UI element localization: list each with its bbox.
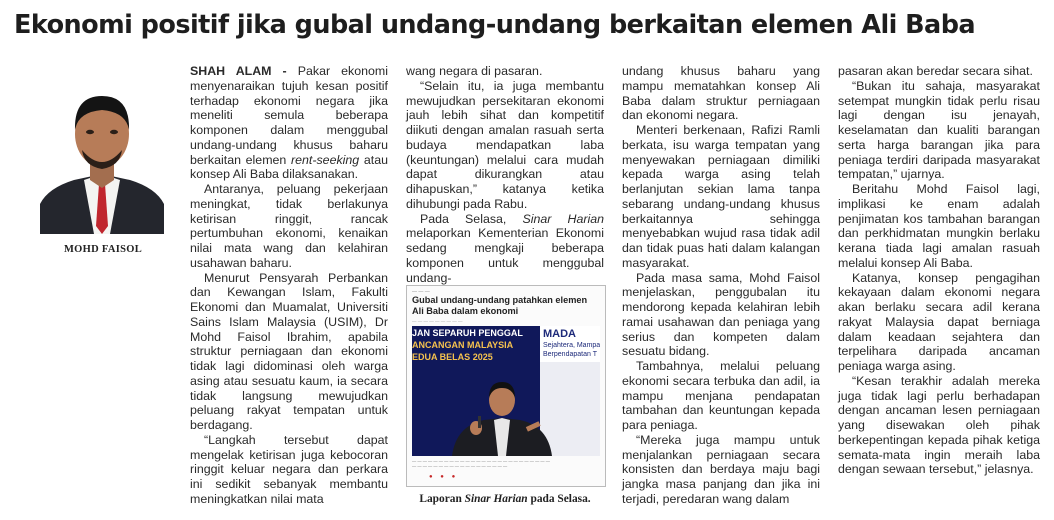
madani-logo: MADA [543,328,576,340]
portrait-caption: MOHD FAISOL [63,244,143,255]
paragraph: “Kesan terakhir adalah mereka juga tidak lagi perlu berhadapan dengan ancaman lesen perniagaan yang disewakan oleh pihak berkepentingan kepada pihak ketiga semata-mata ingin meraih laba dengan sewaan tersebut,” jelasnya. [838,373,1040,477]
speaker-illustration [442,374,562,456]
paragraph: “Bukan itu sahaja, masyarakat setempat mungkin tidak perlu risau lagi dengan isu jenayah, keselamatan dan kualiti barangan serta harga barangan jika para peniaga terdiri daripada masyarakat tempatan,” ujarnya. [838,78,1040,182]
dateline: SHAH ALAM - [190,64,287,78]
report-clipping [406,285,606,487]
article-column-1 [190,64,388,507]
paragraph: Pada masa sama, Mohd Faisol menjelaskan, penggubalan itu mendorong kepada kelahiran lebih ramai usahawan dan peniaga yang serius dan kompeten dalam sesuatu bidang. [622,270,820,359]
article-column-4 [838,64,1040,477]
italic-term: Sinar Harian [464,493,528,505]
text-span: Laporan [419,493,465,505]
text-span: atau konsep Ali Baba dilaksanakan. [190,152,388,182]
text-span: pada Selasa. [527,493,591,505]
article-column-3 [622,64,820,507]
madani-banner [540,326,600,362]
paragraph: Beritahu Mohd Faisol lagi, implikasi ke enam adalah penjimatan kos tambahan barangan dan perkhidmatan mungkin berlaku kerana tiada lagi amalan rasuah melalui konsep Ali Baba. [838,182,1040,270]
paragraph: wang negara di pasaran. [406,64,543,78]
paragraph: Menteri berkenaan, Rafizi Ramli berkata, isu warga tempatan yang menyewakan perniagaan dimiliki kepada warga asing telah berlanjutan sekian lama tanpa sebarang undang-undang khusus berkaitannya sehingga menyebabkan wujud rasa tidak adil dan tidak puas hati dalam kalangan masyarakat. [622,123,820,270]
paragraph: Tambahnya, melalui peluang ekonomi secara terbuka dan adil, ia mampu menjana pendapatan tambahan dan keuntungan kepada para peniaga. [622,359,820,432]
italic-term: Sinar Harian [522,211,604,226]
banner-tagline-1: Sejahtera, Mampa [543,342,600,349]
banner-line-2: ANCANGAN MALAYSIA [412,340,514,350]
banner-year: 2025 [472,352,493,362]
paragraph: pasaran akan beredar secara sihat. [838,64,1033,78]
banner-text: EDUA BELAS [412,352,471,362]
text-span: melaporkan Kementerian Ekonomi sedang mengkaji beberapa komponen untuk menggubal undang- [406,226,604,285]
italic-term: rent-seeking [291,152,360,167]
paragraph [190,64,388,182]
clip-meta-line: — — — — — — — — — [412,319,463,324]
portrait-illustration [40,76,164,234]
paragraph: undang khusus baharu yang mampu mematahkan konsep Ali Baba dalam struktur perniagaan dan ekonomi negara. [622,64,820,123]
banner-line-1: JAN SEPARUH PENGGAL [412,328,523,338]
banner-tagline-2: Berpendapatan T [543,351,597,358]
paragraph: Menurut Pensyarah Perbankan dan Kewangan Islam, Fakulti Ekonomi dan Muamalat, Universiti Sains Islam Malaysia (USIM), Dr Mohd Faisol Ibrahim, apabila struktur perniagaan dan ekonomi tidak lagi didominasi oleh warga asing atau sesuatu kaum, ia secara tidak langsung mewujudkan peluang rakyat tempatan untuk berdagang. [190,270,388,432]
clip-title: Gubal undang-undang patahkan elemen Ali Baba dalam ekonomi [412,295,588,316]
paragraph: “Selain itu, ia juga membantu mewujudkan persekitaran ekonomi jauh lebih sihat dan kompetitif diikuti dengan amalan rasuah serta budaya mendapatkan laba (keuntungan) melalui cara mudah dapat dikurangkan atau dihapuskan,” katanya ketika dihubungi pada Rabu. [406,78,604,211]
headline: Ekonomi positif jika gubal undang-undang berkaitan elemen Ali Baba [14,10,976,40]
paragraph [406,212,604,286]
clip-brand-line: — — — [412,289,430,295]
text-span: Pakar ekonomi menyenaraikan tujuh kesan positif terhadap ekonomi negara jika meneliti semula beberapa komponen dalam menggubal undang-undang khusus baharu berkaitan elemen [190,64,389,167]
text-span: Pada Selasa, [420,211,523,226]
article-column-2 [406,64,604,285]
paragraph: “Langkah tersebut dapat mengelak ketirisan juga kebocoran ringgit keluar negara dan perkara ini sedikit sebanyak membantu meningkatkan nilai mata [190,432,388,506]
paragraph: Katanya, konsep pengagihan kekayaan dalam ekonomi negara akan berlaku secara adil kerana rakyat Malaysia dapat berniaga dalam keadaan sejahtera dan terpelihara daripada ancaman peniaga warga asing. [838,270,1040,373]
clip-photo-caption-lines: — — — — — — — — — — — — — — — — — — — — — — — — — — — — — — — — — — — — — — — — — — — — [412,459,550,469]
paragraph: Antaranya, peluang pekerjaan meningkat, tidak berlakunya ketirisan ringgit, rancak pertumbuhan ekonomi, kenaikan nilai mata wang dan kelahiran usahawan baharu. [190,182,388,270]
clipping-caption [406,493,604,505]
banner-line-3 [412,352,493,362]
share-icons: ● ● ● [429,474,459,480]
clip-photo [412,326,600,456]
portrait-photo [40,76,164,234]
paragraph: “Mereka juga mampu untuk menjalankan perniagaan secara konsisten dan berdaya maju bagi jangka masa panjang dan jika ini terjadi, peredaran wang dalam [622,432,820,506]
